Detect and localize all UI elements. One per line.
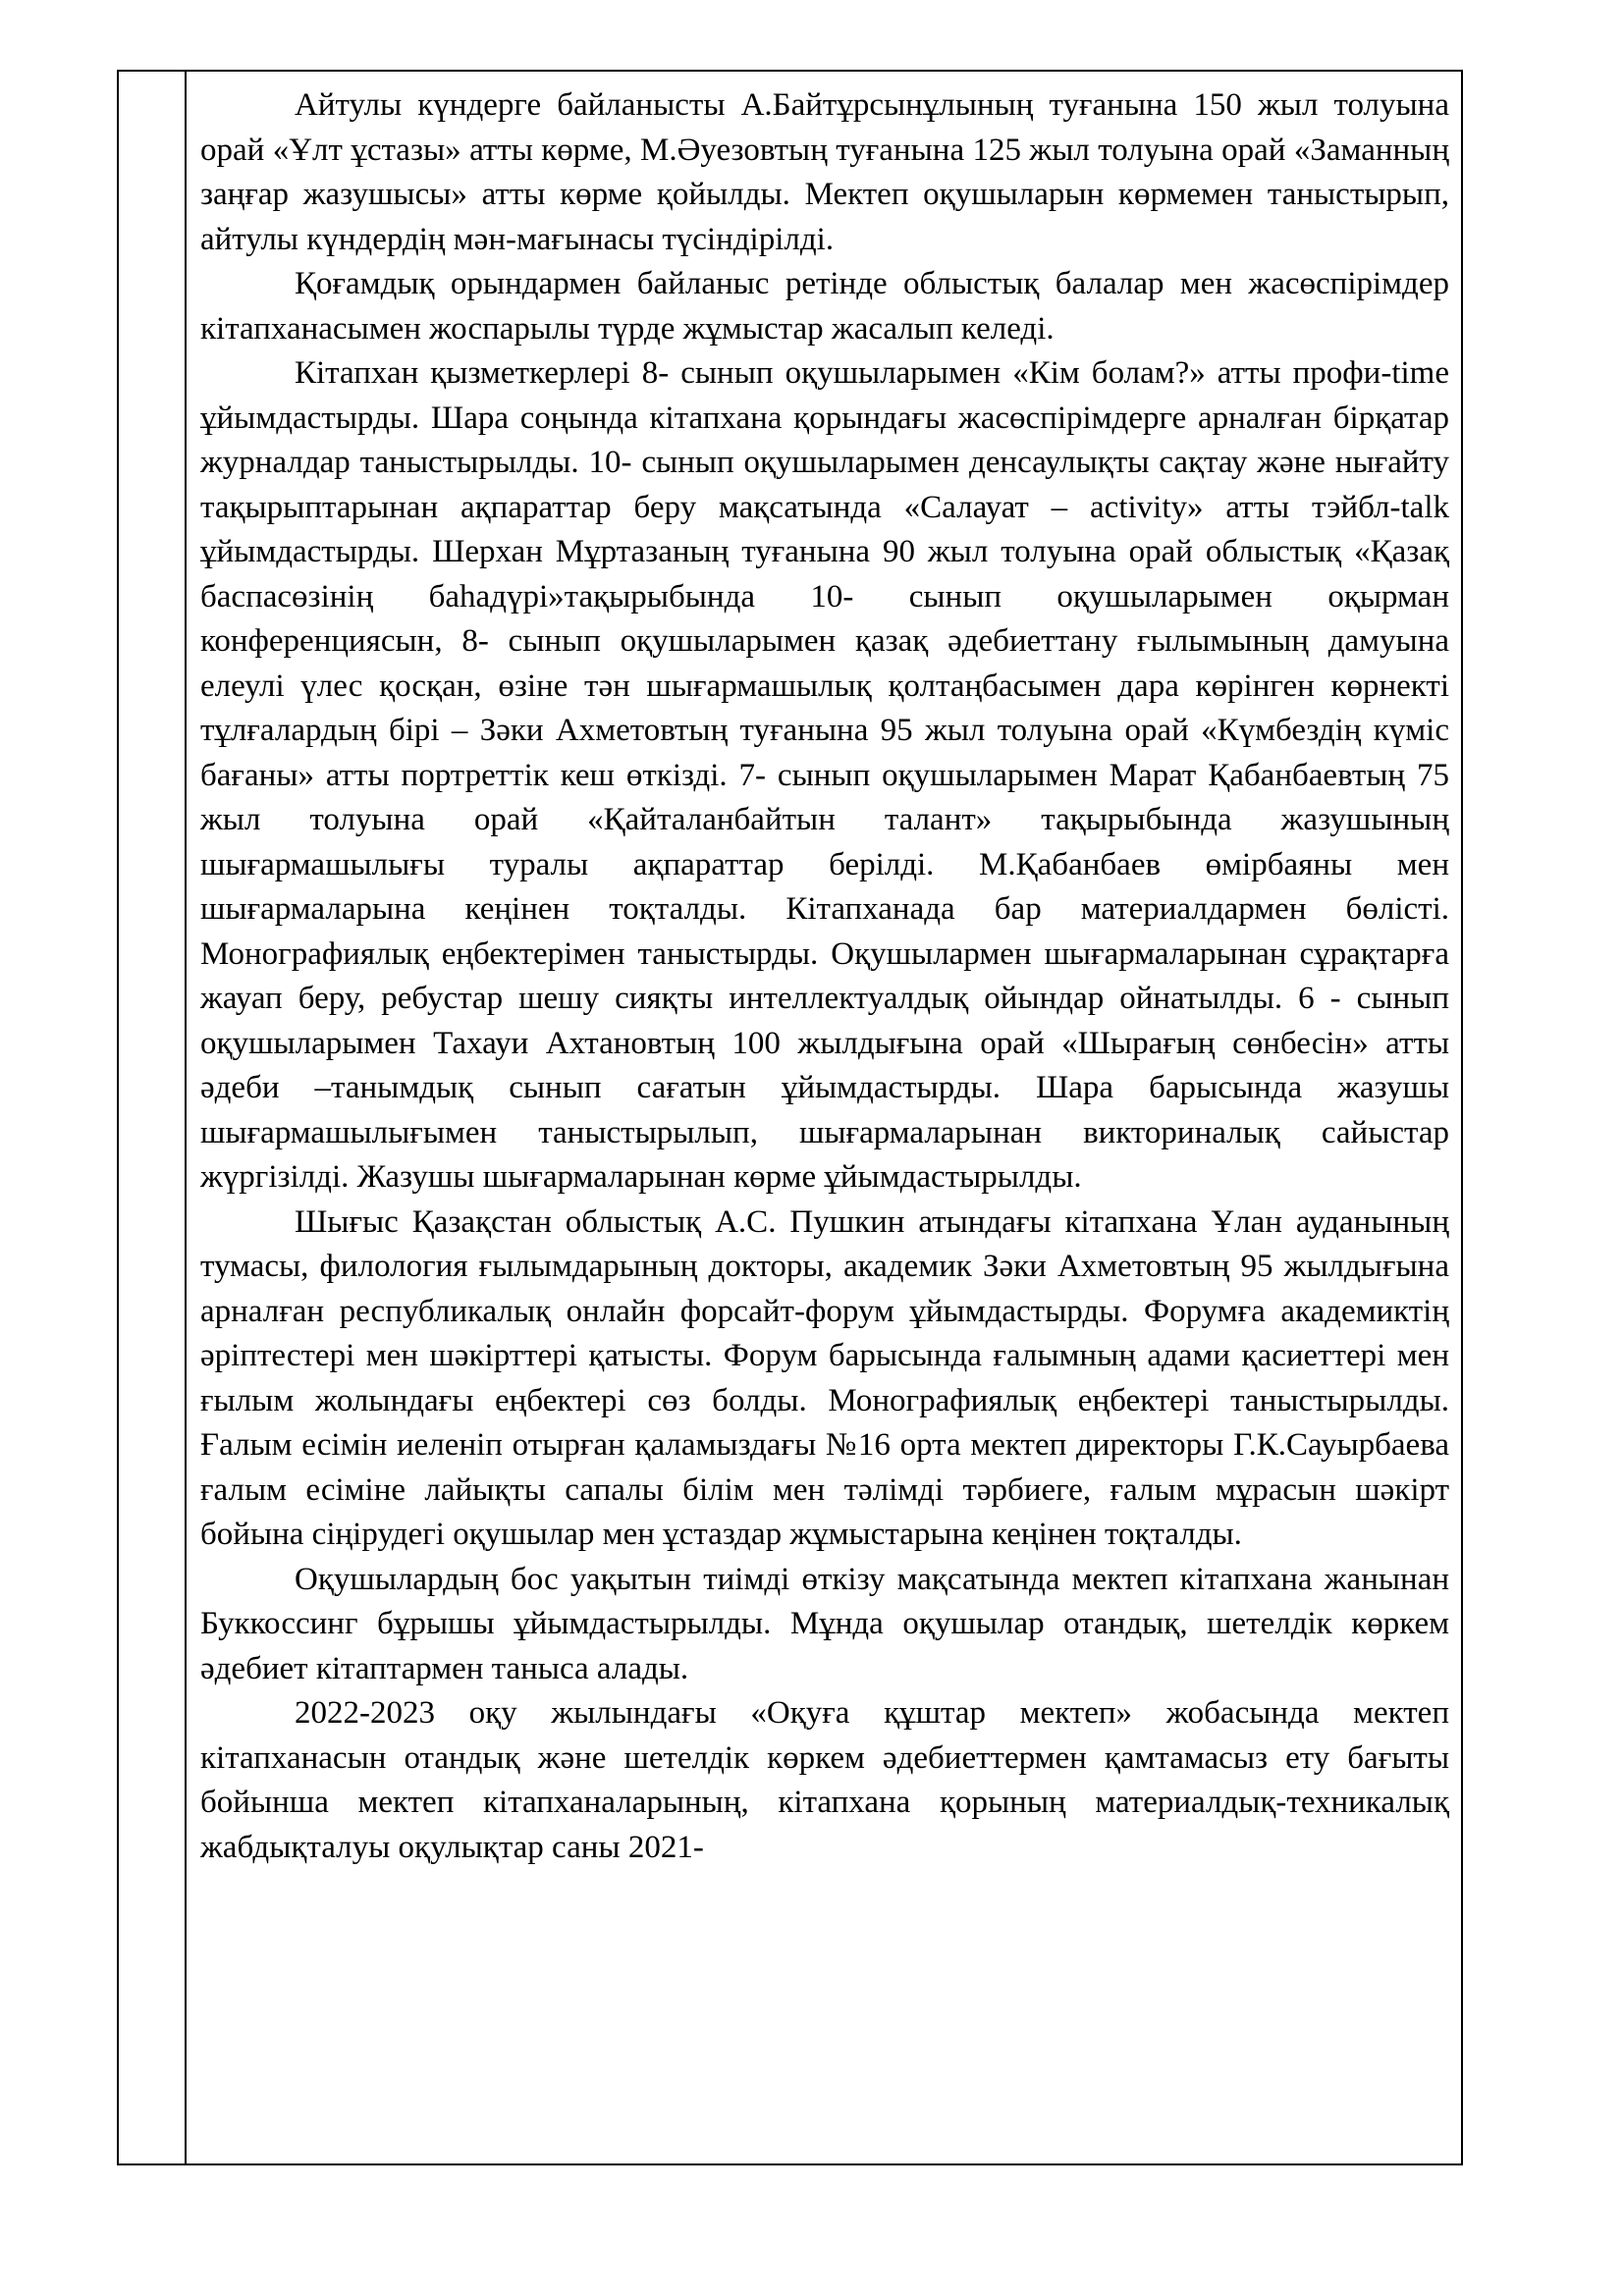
paragraph-exhibitions: Айтулы күндерге байланысты А.Байтұрсынұлының туғанына 150 жыл толуына орай «Ұлт ұстазы» атты көрме, М.Әуезовтың туғанына 125 жыл толуына орай «Заманның заңғар жазушысы» атты көрме қойылды. Мектеп оқушыларын көрмемен таныстырып, айтулы күндердің мән-мағынасы түсіндірілді. bbox=[200, 87, 1449, 257]
paragraph-online-forum: Шығыс Қазақстан облыстық А.С. Пушкин атындағы кітапхана Ұлан ауданының тумасы, филология ғылымдарының докторы, академик Зәки Ахметовтың 95 жылдығына арналған республикалық онлайн форсайт-форум ұйымдастырды. Форумға академиктің әріптестері мен шәкірттері қатысты. Форум барысында ғалымның адами қасиеттері мен ғылым жолындағы еңбектері сөз болды. Монографиялық еңбектері таныстырылды. Ғалым есімін иеленіп отырған қаламыздағы №16 орта мектеп директоры Г.К.Сауырбаева ғалым есіміне лайықты сапалы білім мен тәлімді тәрбиеге, ғалым мұрасын шәкірт бойына сіңірудегі оқушылар мен ұстаздар жұмыстарына кеңінен тоқталды. bbox=[200, 1203, 1449, 1552]
paragraph-public-relations: Қоғамдық орындармен байланыс ретінде облыстық балалар мен жасөспірімдер кітапханасымен жоспарылы түрде жұмыстар жасалып келеді. bbox=[200, 266, 1449, 347]
narrow-column bbox=[119, 72, 187, 2163]
paragraph-library-events: Кітапхан қызметкерлері 8- сынып оқушыларымен «Кім болам?» атты профи-time ұйымдастырды. Шара соңында кітапхана қорындағы жасөспірімдерге арналған бірқатар журналдар таныстырылды. 10- сынып оқушыларымен денсаулықты сақтау және нығайту тақырыптарынан ақпараттар беру мақсатында «Салауат – activity» атты тэйбл-talk ұйымдастырды. Шерхан Мұртазаның туғанына 90 жыл толуына орай облыстық «Қазақ баспасөзінің баһадүрі»тақырыбында 10- сынып оқушыларымен оқырман конференциясын, 8- сынып оқушыларымен қазақ әдебиеттану ғылымының дамуына елеулі үлес қосқан, өзіне тән шығармашылық қолтаңбасымен дара көрінген көрнекті тұлғалардың бірі – Зәки Ахметовтың туғанына 95 жыл толуына орай «Күмбездің күміс бағаны» атты портреттік кеш өткізді. 7- сынып оқушыларымен Марат Қабанбаевтың 75 жыл толуына орай «Қайталанбайтын талант» тақырыбында жазушының шығармашылығы туралы ақпараттар берілді. М.Қабанбаев өмірбаяны мен шығармаларына кеңінен тоқталды. Кітапханада бар материалдармен бөлісті. Монографиялық еңбектерімен таныстырды. Оқушылармен шығармаларынан сұрақтарға жауап беру, ребустар шешу сияқты интеллектуалдық ойындар ойнатылды. 6 - сынып оқушыларымен Тахауи Ахтановтың 100 жылдығына орай «Шырағың сөнбесін» атты әдеби –танымдық сынып сағатын ұйымдастырды. Шара барысында жазушы шығармашылығымен таныстырылып, шығармаларынан викториналық сайыстар жүргізілді. Жазушы шығармаларынан көрме ұйымдастырылды. bbox=[200, 355, 1449, 1195]
text-column bbox=[189, 72, 1461, 2163]
paragraph-reading-project: 2022-2023 оқу жылындағы «Оқуға құштар мектеп» жобасында мектеп кітапханасын отандық және шетелдік көркем әдебиеттермен қамтамасыз ету бағыты бойынша мектеп кітапханаларының, кітапхана қорының материалдық-техникалық жабдықталуы оқулықтар саны 2021- bbox=[200, 1695, 1449, 1865]
paragraph-bookcrossing: Оқушылардың бос уақытын тиімді өткізу мақсатында мектеп кітапхана жанынан Буккоссинг бұрышы ұйымдастырылды. Мұнда оқушылар отандық, шетелдік көркем әдебиет кітаптармен таныса алады. bbox=[200, 1561, 1449, 1686]
table-frame bbox=[117, 70, 1463, 2165]
